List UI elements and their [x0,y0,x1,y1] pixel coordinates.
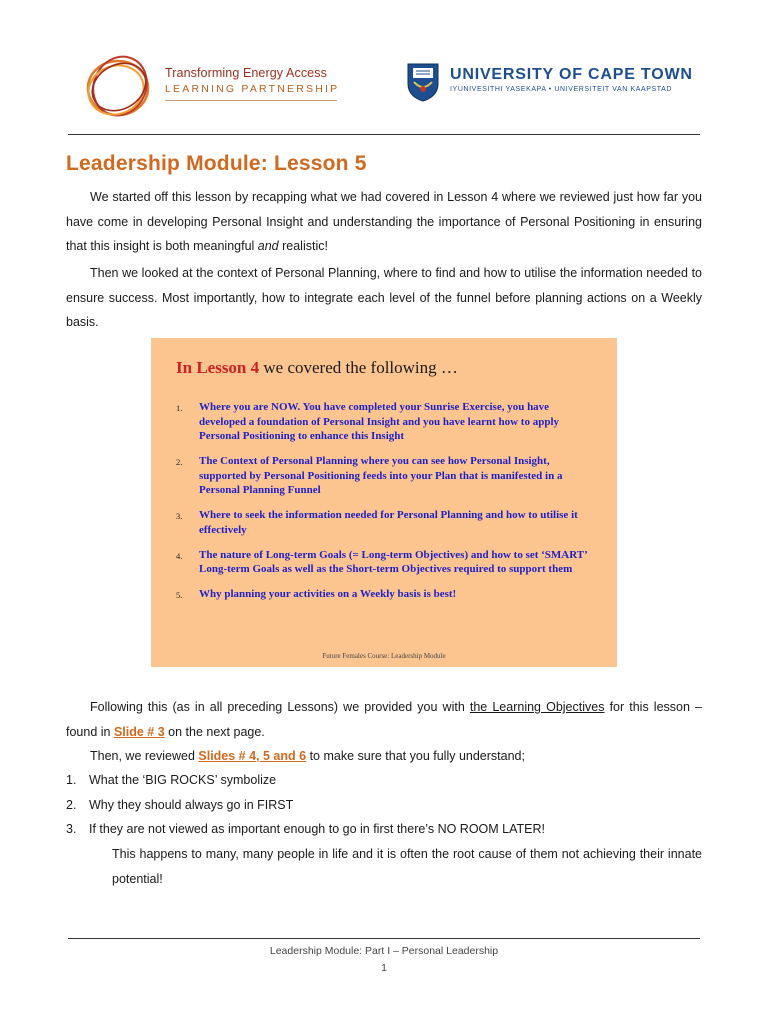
slide-item-text: The Context of Personal Planning where you can see how Personal Insight, supported by Personal Positioning feeds into your Plan that is manifested in a Personal Planning Funnel [199,455,563,496]
tea-wordmark [165,66,339,101]
uct-wordmark [450,66,693,93]
uct-subtitle: IYUNIVESITHI YASEKAPA • UNIVERSITEIT VAN KAAPSTAD [450,86,673,93]
list-item-text: What the ‘BIG ROCKS’ symbolize [89,773,277,787]
slide-item-number: 4. [176,550,183,561]
slide-item-number: 1. [176,403,183,413]
objectives-paragraph [66,695,702,745]
lesson-4-slide [151,338,617,667]
page-title: Leadership Module: Lesson 5 [66,152,367,175]
review-text-start: Then, we reviewed [90,749,199,763]
footer-divider [68,938,700,939]
slide-item-text: Where to seek the information needed for Personal Planning and how to utilise it effectively [199,509,578,536]
slide-heading-highlight: In Lesson 4 [176,358,260,377]
slide-item-text: The nature of Long-term Goals (= Long-term Objectives) and how to set ‘SMART’ Long-term Goals as well as the Short-term Objectives required to support them [199,548,587,575]
review-paragraph [66,744,702,769]
slide-list-item [176,400,596,444]
intro-text-end: realistic! [278,239,328,253]
list-item-number: 1. [66,773,77,787]
tea-logo-icon [80,52,158,122]
page-number: 1 [381,962,387,974]
list-item-text: Why they should always go in FIRST [89,797,294,812]
list-item-text: If they are not viewed as important enough to go in first there’s NO ROOM LATER! [89,822,545,836]
slides-4-5-6-link[interactable]: Slides # 4, 5 and 6 [198,749,307,763]
list-continuation: This happens to many, many people in life and it is often the root cause of them not achieving their innate potential! [112,847,702,886]
slide-list-item [176,508,596,537]
slide-list-item [176,548,596,577]
slide-list-item [176,587,596,602]
slide-list-item [176,454,596,498]
slide-heading [176,358,458,378]
header-divider [68,134,700,135]
review-text-end: to make sure that you fully understand; [306,749,525,763]
context-paragraph: Then we looked at the context of Personal Planning, where to find and how to utilise the information needed to ensure success. Most importantly, how to integrate each level of the funnel before planning actions on a Weekly basis. [66,266,702,329]
page-footer: Leadership Module: Part I – Personal Leadership [269,945,499,957]
slide-list [176,400,596,612]
intro-emphasis: and [257,239,279,253]
slide-3-link[interactable]: Slide # 3 [113,725,165,739]
tea-subtitle: LEARNING PARTNERSHIP [165,83,340,95]
big-rocks-list [66,768,702,842]
page-header [0,0,768,140]
slide-heading-rest: we covered the following … [259,358,458,377]
uct-title: UNIVERSITY OF CAPE TOWN [450,66,693,83]
tea-title: Transforming Energy Access [165,66,327,80]
slide-item-number: 5. [176,590,183,600]
slide-item-number: 3. [176,511,183,521]
tea-rule [165,100,337,101]
intro-text-start: We started off this lesson by recapping what we had covered in Lesson 4 where we reviewed just how far you have come in developing Personal Insight and understanding the importance of Personal Positioning in ensuring that this insight is both meaningful [66,190,702,253]
slide-item-text: Where you are NOW. You have completed your Sunrise Exercise, you have developed a foundation of Personal Insight and you have learnt how to apply Personal Positioning to enhance this Insight [199,401,559,442]
slide-footer: Future Females Course: Leadership Module [322,652,446,660]
list-item [66,817,702,842]
list-item [66,768,702,793]
objectives-text-start: Following this (as in all preceding Lessons) we provided you with [90,700,470,714]
objectives-text-end: on the next page. [164,725,265,739]
learning-objectives-link[interactable]: the Learning Objectives [469,700,605,714]
list-item [66,793,702,818]
list-item-number: 3. [66,822,77,836]
objectives-text-middle: for this lesson – found in [66,700,702,739]
uct-crest-icon [406,62,440,102]
slide-item-text: Why planning your activities on a Weekly basis is best! [199,588,457,600]
list-item-number: 2. [66,797,77,812]
intro-paragraph [66,185,702,259]
slide-item-number: 2. [176,457,183,467]
